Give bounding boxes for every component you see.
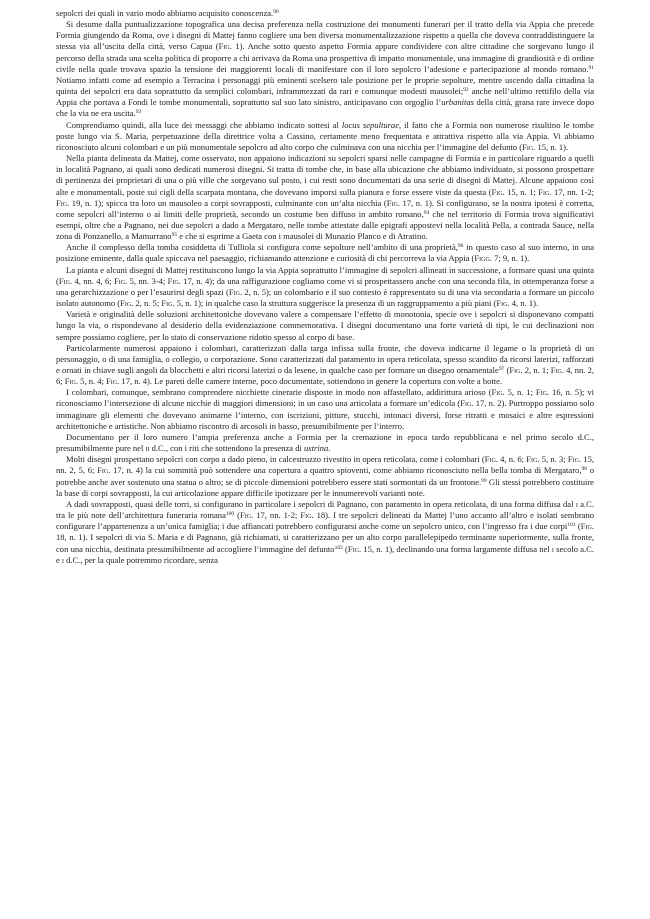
paragraph: sepolcri dei quali in vario modo abbiamo acquisito conoscenza.$^{90}$ xyxy=(56,8,279,18)
paragraph: Molti disegni prospettano sepolcri con corpo a dado pieno, in calcestruzzo rivestito in opera reticolata, come i colombari (Fig. 4, n. 6; Fig. 5, n. 3; Fig. 15, nn. 2, 5, 6; Fig. 17, n. 4) la cui sommità può sottendere una copertura a quattro spioventi, come abbiamo riconosciuto nella bella tomba di Mergataro,$^{98}$ o potrebbe anche aver sostenuto una statua o altro; se di piccole dimensioni potrebbero essere stati sormontati da un frontone.$^{99}$ Gli stessi potrebbero costituire la base di corpi sovrapposti, la cui articolazione appare difficile ipotizzare per le innumerevoli varianti note. xyxy=(56,454,595,498)
paragraph: Varietà e originalità delle soluzioni architettoniche dovevano valere a compensare l’effetto di monotonia, specie ove i sepolcri si disponevano compatti lungo la via, o rispondevano al desiderio della evidenziazione commemorativa. I disegni documentano una forte varietà di tipi, le cui declinazioni non sempre possiamo cogliere, per lo stato di conservazione ridotto spesso al corpo di base. xyxy=(56,309,594,342)
paragraph: Comprendiamo quindi, alla luce dei messaggi che abbiamo indicato sottesi al locus sepulturae, il fatto che a Formia non numerose risultino le tombe poste lungo via S. Maria, perpetuazione della direttrice volta a Cassino, certamente meno frequentata e attrattiva rispetto alla via Appia. Vi abbiamo riconosciuto alcuni colombari e un più monumentale sepolcro ad alto corpo che culminava con una nicchia per l’immagine del defunto (Fig. 15, n. 1). xyxy=(56,119,595,152)
paragraph: La pianta e alcuni disegni di Mattej restituiscono lungo la via Appia soprattutto l’immagine di sepolcri allineati in successione, a formare quasi una quinta (Fig. 4, nn. 4, 6; Fig. 5, nn. 3-4; Fig. 17, n. 4); da una raffigurazione cogliamo come vi si prospettassero anche con una seconda fila, in ottemperanza forse a una gerarchizzazione o per l’esaurirsi degli spazi (Fig. 2, n. 5); un colombario e il suo contesto è rappresentato su di una via secondaria a formare un piccolo isolato autonomo (Fig. 2, n. 5; Fig. 5, n. 1); in qualche caso la struttura suggerisce la presenza di un raggruppamento a più piani (Fig. 4, n. 1). xyxy=(56,264,594,309)
paragraph: I colombari, comunque, sembrano comprendere nicchiette cinerarie disposte in modo non affastellato, addirittura arioso (Fig. 5, n. 1; Fig. 16, n. 5); vi riconosciamo l’intersezione di alcune nicchie di maggiori dimensioni; in un caso una articolata a formare un’edicola (Fig. 17, n. 2). Purtroppo possiamo solo immaginare gli elementi che dovevano animarne l’interno, con iscrizioni, pitture, stucchi, intonaci diversi, forse ritratti e mosaici e altre espressioni architettoniche e artistiche. Non abbiamo riscontro di arcosoli in basso, presumibilmente per l’interro. xyxy=(56,387,594,431)
paragraph: Nella pianta delineata da Mattej, come osservato, non appaiono indicazioni su sepolcri sparsi nelle campagne di Formia e in particolare riguardo a quelli in località Pagnano, ai quali sono dedicati numerosi disegni. Si tratta di tombe che, in base alla ubicazione che abbiamo individuato, si possono prospettare di pertinenza dei proprietari di una o più ville che sorgevano sul posto, i cui resti sono documentati da una serie di disegni di Mattej. Alcune appaiono così alte e monumentali, poste sui cigli della scarpata montana, che dovevano imporsi sulla pianura e forse essere viste da questa (Fig. 15, n. 1; Fig. 17, nn. 1-2; Fig. 19, n. 1); spicca tra loro un mausoleo a corpi sovrapposti, culminante con un’alta nicchia (Fig. 17, n. 1). Si configurano, se la nostra ipotesi è corretta, come sepolcri all’interno o ai limiti delle proprietà, secondo un costume ben diffuso in ambito romano,$^{94}$ che nel territorio di Formia trova significativi esempi, oltre che a Pagnano, nei due sepolcri a dado a Mergataro, nelle tombe attestate dalle epigrafi appostevi nella località Pella, a contrada Sauce, nella zona di Ponzanello, a Mamurrano$^{95}$ e che si esprime a Gaeta con i mausolei di Munazio Planco e di Atratino. xyxy=(56,153,595,242)
paragraph: Particolarmente numerosi appaiono i colombari, caratterizzati dalla targa infissa sulla fronte, che doveva indicarne il legame o la proprietà di un personaggio, o di una famiglia, o collegio, o corporazione. Sono caratterizzati dal paramento in opera reticolata, spesso scandito da ricorsi laterizi, rafforzati e ornati in chiave sugli angoli da blocchetti e altri ricorsi laterizi o da lesene, in qualche caso per formare un disegno ornamentale$^{97}$ (Fig. 2, n. 1; Fig. 4, nn. 2, 6; Fig. 5, n. 4; Fig. 17, n. 4). Le pareti delle camere interne, poco documentate, sottendono in genere la copertura con volte a botte. xyxy=(56,342,594,387)
paragraph: Anche il complesso della tomba cosiddetta di Tulliola si configura come sepolture nell’ambito di una proprietà,$^{96}$ in questo caso al suo interno, in una posizione eminente, dalla quale spiccava nel paesaggio, richiamando attenzione e curiosità di chi percorreva la via Appia (Figg. 7; 9, n. 1). xyxy=(56,242,594,264)
paragraph: Si desume dalla puntualizzazione topografica una decisa preferenza nella costruzione dei monumenti funerari per il tratto della via Appia che precede Formia giungendo da Roma, ove i disegni di Mattej fanno cogliere una ben diversa monumentalizzazione rispetto a quella che doveva contraddistinguere la stessa via all’uscita della città, verso Capua (Fig. 1). Anche sotto questo aspetto Formia appare condividere con altre cittadine che sorgevano lungo il percorso della strada una scelta politica di proporre a chi arrivava da Roma una prospettiva di impatto monumentale, una immagine di grandiosità e di ordine civile nella quale trovava spazio la tensione dei maggiorenti locali di manifestare con il loro sepolcro l’adesione e partecipazione al mondo romano.$^{91}$ Notiamo infatti come ad esempio a Terracina i personaggi più eminenti scelsero tale posizione per le proprie sepolture, mentre uscendo dalla cittadina la quinta dei sepolcri era data soprattutto da semplici colombari, inframmezzati da rari e comunque modesti mausolei;$^{92}$ anche nell’ultimo rettifilo della via Appia che portava a Fondi le tombe monumentali, soprattutto sul suo lato sinistro, anticipavano con orgoglio l’urbanitas della città, grana rare invece dopo che la via ne era uscita.$^{93}$ xyxy=(56,19,595,119)
paragraph: A dadi sovrapposti, quasi delle torri, si configurano in particolare i sepolcri di Pagnano, con paramento in opera reticolata, di una forma diffusa dal i a.C. tra le più note dell’architettura funeraria romana$^{100}$ (Fig. 17, nn. 1-2; Fig. 18). I tre sepolcri delineati da Mattej l’uno accanto all’altro e isolati sembrano configurare l’appartenenza a un’unica famiglia; i due affiancati potrebbero configurarsi anche come un sepolcro unico, con l’ingresso fra i due corpi$^{101}$ (Fig. 18, n. 1). I sepolcri di via S. Maria e di Pagnano, già richiamati, si caratterizzano per un alto corpo parallelepipedo terminante superiormente, sulla fronte, con una nicchia, destinata presumibilmente ad accogliere l’immagine del defunto$^{102}$ (Fig. 15, n. 1), declinando una forma largamente diffusa nel i secolo a.C. e i d.C., per la quale potremmo ricordare, senza xyxy=(56,498,595,565)
body-text xyxy=(56,8,594,566)
paragraph: Documentano per il loro numero l’ampia preferenza anche a Formia per la cremazione in epoca tardo repubblicana e nel primo secolo d.C., presumibilmente pure nel ii d.C., con i riti che sottendono la presenza di ustrina. xyxy=(56,431,594,454)
